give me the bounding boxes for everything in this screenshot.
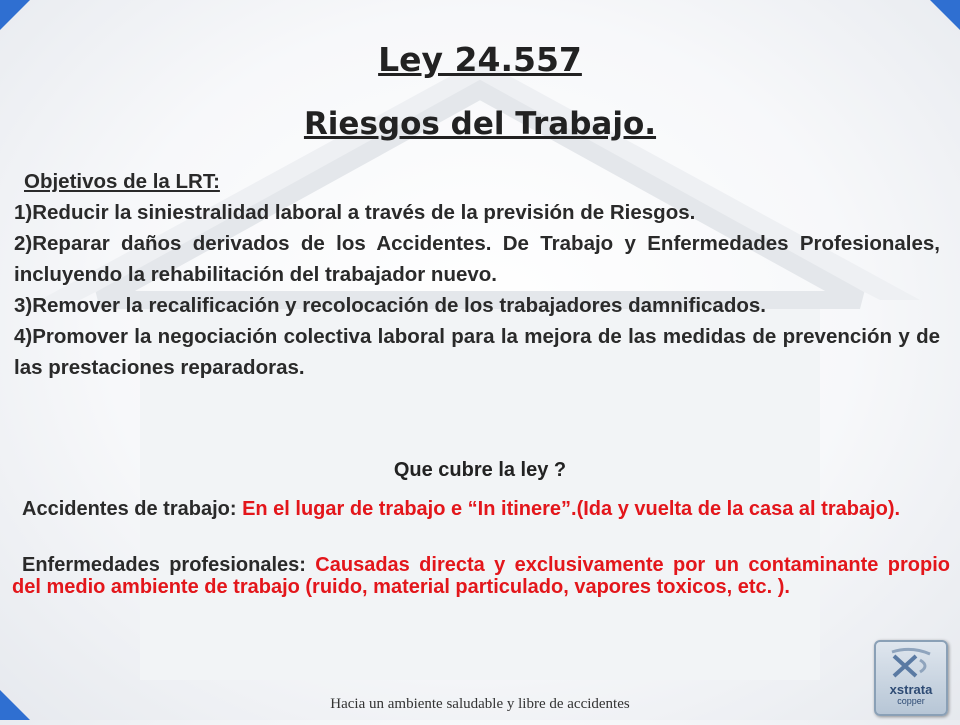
slide-title: Ley 24.557 [378, 40, 582, 79]
objectives-section [14, 166, 940, 383]
slide-subtitle: Riesgos del Trabajo. [303, 106, 657, 142]
objective-item: 2)Reparar daños derivados de los Accidentes. De Trabajo y Enfermedades Profesionales, incluyendo la rehabilitación del trabajador nuevo. [14, 232, 940, 286]
logo-sub: copper [897, 696, 925, 706]
objective-item: 4)Promover la negociación colectiva laboral para la mejora de las medidas de prevención y de las prestaciones reparadoras. [14, 325, 940, 379]
coverage-detail: En el lugar de trabajo e “In itinere”.(Ida y vuelta de la casa al trabajo). [242, 498, 901, 520]
objectives-heading: Objetivos de la LRT: [24, 170, 220, 193]
objective-item: 3)Remover la recalificación y recolocación de los trabajadores damnificados. [14, 294, 766, 317]
coverage-detail: Causadas directa y exclusivamente por un contaminante propio del medio ambiente de trabajo (ruido, material particulado, vapores toxicos, etc. ). [12, 554, 950, 598]
coverage-label: Enfermedades profesionales: [22, 554, 316, 576]
corner-accent-top-left [0, 0, 40, 40]
footer-slogan: Hacia un ambiente saludable y libre de accidentes [330, 696, 630, 712]
coverage-item-diseases [12, 554, 950, 598]
objective-item: 1)Reducir la siniestralidad laboral a través de la previsión de Riesgos. [14, 201, 696, 224]
company-logo [874, 640, 948, 716]
logo-name: xstrata [889, 682, 933, 697]
logo-mark-icon [876, 642, 946, 682]
coverage-label: Accidentes de trabajo: [22, 498, 243, 520]
coverage-heading: Que cubre la ley ? [393, 459, 567, 481]
corner-accent-top-right [920, 0, 960, 40]
coverage-item-accidents [12, 498, 950, 520]
